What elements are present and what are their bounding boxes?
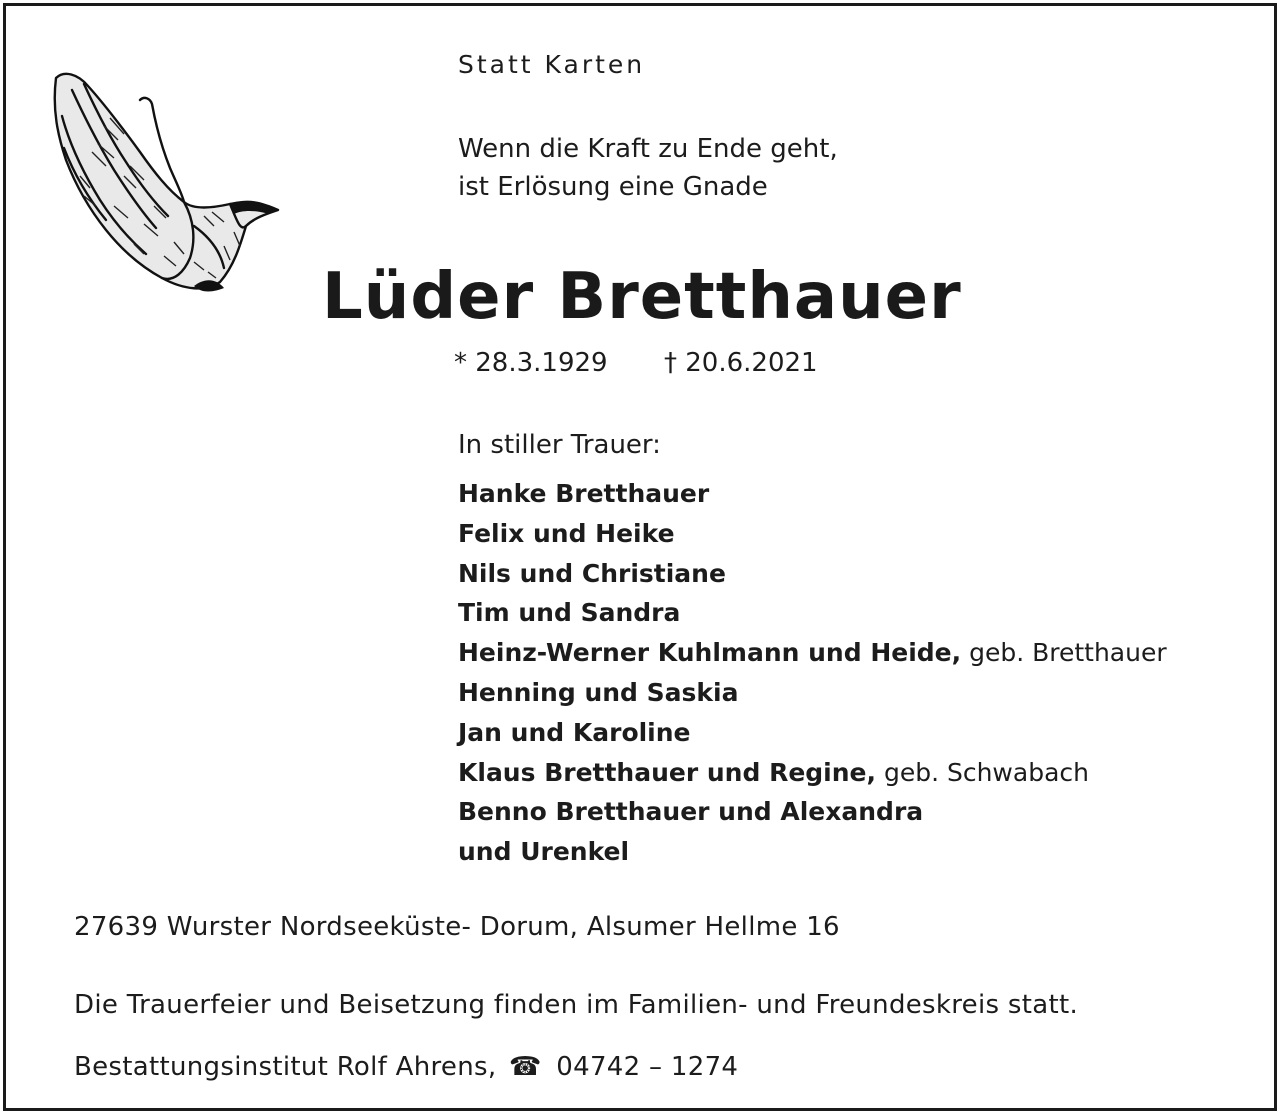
birth-date: * 28.3.1929	[454, 348, 608, 378]
mourner-item	[458, 753, 1167, 793]
mourner-name: Felix und Heike	[458, 518, 675, 548]
telephone-icon: ☎	[509, 1052, 542, 1082]
mourning-intro: In stiller Trauer:	[458, 430, 661, 460]
mourner-item	[458, 673, 1167, 713]
mourner-name: Klaus Bretthauer und Regine,	[458, 757, 877, 787]
mourner-item	[458, 554, 1167, 594]
deceased-name: Lüder Bretthauer	[322, 260, 962, 334]
mourner-name: und Urenkel	[458, 837, 630, 867]
mourner-name: Nils und Christiane	[458, 558, 726, 588]
mourner-item	[458, 792, 1167, 832]
praying-hands-icon	[44, 56, 302, 314]
memorial-quote	[458, 130, 838, 206]
ceremony-note: Die Trauerfeier und Beisetzung finden im Familien- und Freundeskreis statt.	[74, 990, 1079, 1020]
mourner-name: Heinz-Werner Kuhlmann und Heide,	[458, 638, 962, 668]
mourner-suffix: geb. Bretthauer	[961, 638, 1167, 668]
mourner-item	[458, 713, 1167, 753]
mourner-item	[458, 633, 1167, 673]
statt-karten-label: Statt Karten	[458, 50, 646, 79]
mourners-list	[458, 474, 1167, 872]
death-date: † 20.6.2021	[664, 348, 818, 378]
mourner-item	[458, 514, 1167, 554]
mourner-item	[458, 832, 1167, 872]
mourner-name: Jan und Karoline	[458, 717, 691, 747]
quote-line-2: ist Erlösung eine Gnade	[458, 172, 768, 202]
quote-line-1: Wenn die Kraft zu Ende geht,	[458, 134, 838, 164]
family-address: 27639 Wurster Nordseeküste- Dorum, Alsumer Hellme 16	[74, 912, 840, 942]
mourner-name: Tim und Sandra	[458, 598, 681, 628]
mourner-name: Benno Bretthauer und Alexandra	[458, 797, 924, 827]
funeral-home-name: Bestattungsinstitut Rolf Ahrens,	[74, 1052, 497, 1082]
mourner-item	[458, 593, 1167, 633]
funeral-home-line	[74, 1052, 738, 1082]
funeral-home-phone: 04742 – 1274	[556, 1052, 739, 1082]
mourner-name: Hanke Bretthauer	[458, 479, 710, 508]
mourner-item	[458, 474, 1167, 514]
mourner-suffix: geb. Schwabach	[876, 757, 1089, 787]
mourner-name: Henning und Saskia	[458, 677, 739, 707]
